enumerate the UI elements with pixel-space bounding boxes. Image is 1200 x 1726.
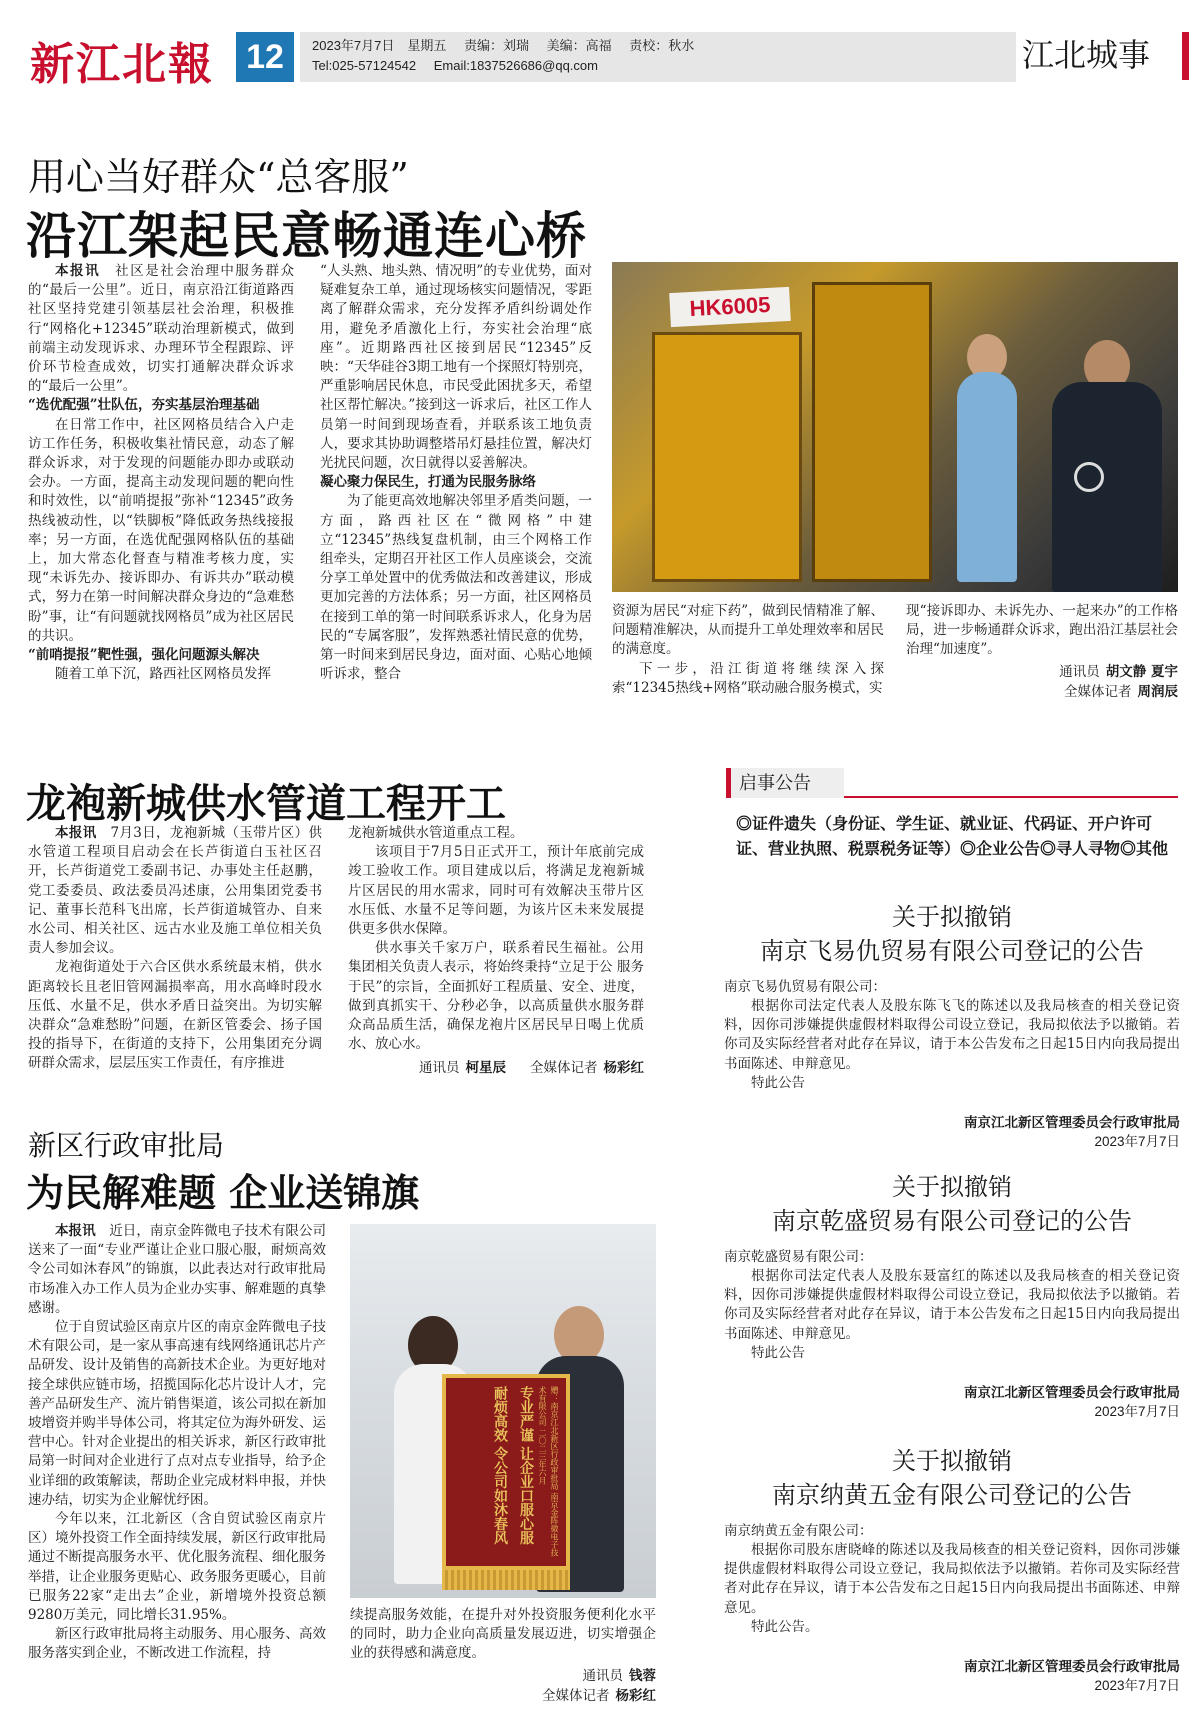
- elevator-door: [812, 282, 932, 582]
- notice-subtitle: 南京飞易仇贸易有限公司登记的公告: [760, 938, 1144, 965]
- notice-subtitle: 南京纳黄五金有限公司登记的公告: [772, 1482, 1132, 1509]
- notice-closing: 特此公告: [751, 1074, 805, 1091]
- story3-photo: [350, 1224, 656, 1598]
- story1-column-2: [320, 262, 592, 722]
- lead-paragraph: [28, 1222, 326, 1318]
- dateline: 本报讯: [55, 1223, 96, 1239]
- newspaper-logo: 新江北報: [30, 39, 214, 90]
- grid-worker-figure: [957, 372, 1017, 582]
- notice-header: [726, 768, 1178, 798]
- paragraph: 随着工单下沉，路西社区网格员发挥: [55, 666, 271, 683]
- notice-closing: 特此公告。: [751, 1618, 819, 1635]
- elevator-door: [652, 332, 802, 582]
- silk-banner: 赠：南京江北新区行政审批局 南京金阵微电子技术有限公司 二〇二三年六月 专业严谨 让企业口服心服 耐烦高效 令公司如沐春风: [442, 1374, 570, 1570]
- story1-column-1: [28, 262, 294, 720]
- subheading: “选优配强”壮队伍，夯实基层治理基础: [28, 397, 260, 414]
- site-manager-figure: [1052, 382, 1162, 592]
- dateline: 本报讯: [55, 263, 101, 279]
- paragraph: 龙袍新城供水管道重点工程。: [348, 825, 524, 841]
- notice-3: [724, 1446, 1180, 1695]
- story2-column-2: [348, 824, 644, 1052]
- story3-byline: 通讯员 钱蓉 全媒体记者 杨彩红: [542, 1668, 656, 1704]
- notice-title: 关于拟撤销: [892, 1174, 1012, 1201]
- subheading: “前哨提报”靶性强，强化问题源头解决: [28, 647, 260, 664]
- tel: Tel:025-57124542: [312, 58, 417, 73]
- photo-sign: HK6005: [669, 287, 791, 327]
- paragraph: 下一步，沿江街道将继续深入探索“12345热线+网格”联动融合服务模式，实: [612, 660, 884, 696]
- story2-column-1: [28, 824, 322, 1076]
- notice-date: 2023年7月7日: [1094, 1677, 1180, 1693]
- paragraph: 今年以来，江北新区（含自贸试验区南京片区）境外投资工作全面持续发展，新区行政审批局通过不断提高服务水平、优化服务流程、细化服务举措，让企业服务更贴心、政务服务更暖心，目前已服务22家“走出去”企业，新增境外投资总额9280万美元，同比增长31.95%。: [28, 1511, 326, 1624]
- section-title: 江北城事: [1022, 36, 1151, 74]
- notice-recipient: 南京飞易仇贸易有限公司：: [724, 979, 886, 995]
- lead-paragraph: [28, 262, 294, 396]
- notice-issuer: 南京江北新区管理委员会行政审批局: [964, 1384, 1180, 1400]
- story1-kicker: 用心当好群众“总客服”: [28, 155, 409, 199]
- notice-title: 关于拟撤销: [892, 1448, 1012, 1475]
- meta-bar: [300, 32, 1016, 82]
- paragraph-text: 7月3日，龙袍新城（玉带片区）供水管道工程项目启动会在长芦街道白玉社区召开，长芦街道党工委副书记、办事处主任赵鹏，党工委委员、政法委员冯述康，公用集团党委书记、董事长范科飞出席，长芦街道城管办、自来水公司、相关社区、远古水业及施工单位相关负责人参加会议。: [28, 825, 322, 957]
- notice-body: 根据你司法定代表人及股东聂富红的陈述以及我局核查的相关登记资料，因你司涉嫌提供虚假材料取得公司设立登记，我局拟依法予以撤销。若你司及实际经营者对此存在异议，请于本公告发布之日起15日内向我局提出书面陈述、申辩意见。: [724, 1268, 1180, 1342]
- dateline: 本报讯: [55, 825, 97, 841]
- logo-badge-icon: [1074, 462, 1104, 492]
- notice-body: 根据你司法定代表人及股东陈飞飞的陈述以及我局核查的相关登记资料，因你司涉嫌提供虚假材料取得公司设立登记，我局拟依法予以撤销。若你司及实际经营者对此存在异议，请于本公告发布之日起15日内向我局提出书面陈述、申辩意见。: [724, 998, 1180, 1072]
- paragraph: 该项目于7月5日正式开工，预计年底前完成竣工验收工作。项目建成以后，将满足龙袍新城片区居民的用水需求，同时可有效解决玉带片区水压低、水量不足等问题，为该片区未来发展提供更多供水保障。: [348, 844, 644, 938]
- subheading: 凝心聚力保民生，打通为民服务脉络: [320, 474, 536, 491]
- masthead: [0, 0, 1200, 92]
- notice-body: 根据你司股东唐晓峰的陈述以及我局核查的相关登记资料，因你司涉嫌提供虚假材料取得公司设立登记，我局拟依法予以撤销。若你司及实际经营者对此存在异议，请于本公告发布之日起15日内向我局提出书面陈述、申辩意见。: [724, 1542, 1180, 1616]
- story3-kicker: 新区行政审批局: [28, 1129, 225, 1162]
- notice-title: 关于拟撤销: [892, 904, 1012, 931]
- section-accent-bar: [1182, 32, 1189, 80]
- notice-recipient: 南京乾盛贸易有限公司：: [724, 1249, 873, 1265]
- story3-column-1: [28, 1222, 326, 1718]
- paragraph: 现“接诉即办、未诉先办、一起来办”的工作格局，进一步畅通群众诉求，跑出沿江基层社会治理“加速度”。: [906, 603, 1178, 658]
- story1-headline: 沿江架起民意畅通连心桥: [26, 206, 587, 265]
- notice-subtitle: 南京乾盛贸易有限公司登记的公告: [772, 1208, 1132, 1235]
- paragraph: 为了能更高效地解决邻里矛盾类问题，一方面，路西社区在“微网格”中建立“12345”热线复盘机制，由三个网格工作组牵头，定期召开社区工作人员座谈会，交流分享工单处置中的优秀做法和改善建议，形成更加完善的方法体系；另一方面，社区网格员在接到工单的第一时间联系诉求人，化身为居民的“专属客服”，发挥熟悉社情民意的优势，第一时间来到居民身边，面对面、心贴心地倾听诉求，整合: [320, 493, 592, 683]
- story2-byline: 通讯员 柯星辰 全媒体记者 杨彩红: [419, 1060, 644, 1076]
- issue-date: 2023年7月7日 星期五: [312, 38, 447, 53]
- notice-2: [724, 1172, 1180, 1421]
- story1-column-3: [612, 602, 884, 702]
- paragraph: 龙袍街道处于六合区供水系统最末梢，供水距离较长且老旧管网漏损率高，用水高峰时段水压低、水量不足，供水矛盾日益突出。为切实解决群众“急难愁盼”问题，在新区管委会、扬子国投的指导下，在街道的支持下，公用集团充分调研群众需求，层层压实工作责任，有序推进: [28, 959, 322, 1072]
- paragraph: “人头熟、地头熟、情况明”的专业优势，面对疑难复杂工单，通过现场核实问题情况，零距离了解群众需求，充分发挥矛盾纠纷调处作用，避免矛盾激化上行，夯实社会治理“底座”。近期路西社区接到居民“12345”反映：“天华硅谷3期工地有一个探照灯特别亮，严重影响居民休息，市民受此困扰多天，希望社区帮忙解决。”接到这一诉求后，社区工作人员第一时间到现场查看，并联系该工地负责人，要求其协助调整塔吊灯悬挂位置，解决灯光扰民问题，次日就得以妥善解决。: [320, 263, 592, 472]
- notice-date: 2023年7月7日: [1094, 1133, 1180, 1149]
- notice-closing: 特此公告: [751, 1344, 805, 1361]
- notice-header-label: 启事公告: [726, 768, 844, 798]
- notice-issuer: 南京江北新区管理委员会行政审批局: [964, 1114, 1180, 1130]
- notice-1: [724, 902, 1180, 1151]
- proofreader: 责校：秋水: [629, 38, 695, 53]
- notice-recipient: 南京纳黄五金有限公司：: [724, 1523, 873, 1539]
- notice-date: 2023年7月7日: [1094, 1403, 1180, 1419]
- page-number: 12: [236, 32, 294, 82]
- story1-byline: 通讯员 胡文静 夏宇 全媒体记者 周润辰: [1059, 664, 1178, 700]
- notice-issuer: 南京江北新区管理委员会行政审批局: [964, 1658, 1180, 1674]
- banner-fringe: [442, 1570, 570, 1590]
- story2-headline: 龙袍新城供水管道工程开工: [26, 780, 506, 827]
- notice-categories: ◎证件遗失（身份证、学生证、就业证、代码证、开户许可证、营业执照、税票税务证等）◎企业公告◎寻人寻物◎其他: [736, 816, 1169, 858]
- story3-headline: 为民解难题 企业送锦旗: [26, 1170, 420, 1215]
- paragraph: 资源为居民“对症下药”，做到民情精准了解、问题精准解决，从而提升工单处理效率和居民的满意度。: [612, 603, 884, 658]
- paragraph-text: 社区是社会治理中服务群众的“最后一公里”。近日，南京沿江街道路西社区坚持党建引领基层社会治理，积极推行“网格化+12345”联动治理新模式，做到前端主动发现诉求、办理环节全程跟踪、评价环节检查成效，切实打通解决群众诉求的“最后一公里”。: [28, 263, 294, 395]
- editor: 责编：刘瑞: [464, 38, 530, 53]
- story1-photo: [612, 262, 1178, 592]
- paragraph: 在日常工作中，社区网格员结合入户走访工作任务，积极收集社情民意，动态了解群众诉求，对于发现的问题能办即办或联动会办。一方面，提高主动发现问题的靶向性和时效性，以“前哨提报”弥补“12345”政务热线被动性，以“铁脚板”降低政务热线接报率；另一方面，在选优配强网格队伍的基础上，加大常态化督查与精准考核力度，实现“未诉先办、接诉即办、有诉共办”联动模式，努力在第一时间解决群众身边的“急难愁盼”事，让“有问题就找网格员”成为社区居民的共识。: [28, 416, 294, 644]
- story3-column-2: [350, 1606, 656, 1670]
- paragraph: 供水事关千家万户，联系着民生福祉。公用集团相关负责人表示，将始终秉持“立足于公 服务于民”的宗旨，全面抓好工程质量、安全、进度，做到真抓实干、分秒必争，以高质量供水服务群众高品质生活，确保龙袍片区居民早日喝上优质水、放心水。: [348, 940, 644, 1052]
- paragraph: 续提高服务效能，在提升对外投资服务便利化水平的同时，助力企业向高质量发展迈进，切实增强企业的获得感和满意度。: [350, 1607, 656, 1662]
- paragraph: 新区行政审批局将主动服务、用心服务、高效服务落实到企业，不断改进工作流程，持: [28, 1626, 326, 1662]
- email: Email:1837526686@qq.com: [433, 58, 598, 73]
- lead-paragraph: [28, 824, 322, 958]
- paragraph-text: 近日，南京金阵微电子技术有限公司送来了一面“专业严谨让企业口服心服，耐烦高效令公司如沐春风”的锦旗，以此表达对行政审批局市场准入办工作人员为企业办实事、解难题的真挚感谢。: [28, 1223, 326, 1316]
- story1-column-4: [906, 602, 1178, 662]
- notice-header-rule: [844, 796, 1178, 798]
- paragraph: 位于自贸试验区南京片区的南京金阵微电子技术有限公司，是一家从事高速有线网络通讯芯片产品研发、设计及销售的高新技术企业。为更好地对接全球供应链市场，招揽国际化芯片设计人才，完善产品研发生产、流片销售渠道，该公司拟在新加坡增资并购半导体公司，将其定位为海外研发、运营中心。针对企业提出的相关诉求，新区行政审批局第一时间对企业进行了点对点专业指导，给予企业详细的政策解读，帮助企业完成材料申报，并快速办结，切实为企业解忧纾困。: [28, 1319, 326, 1508]
- designer: 美编：高福: [546, 38, 612, 53]
